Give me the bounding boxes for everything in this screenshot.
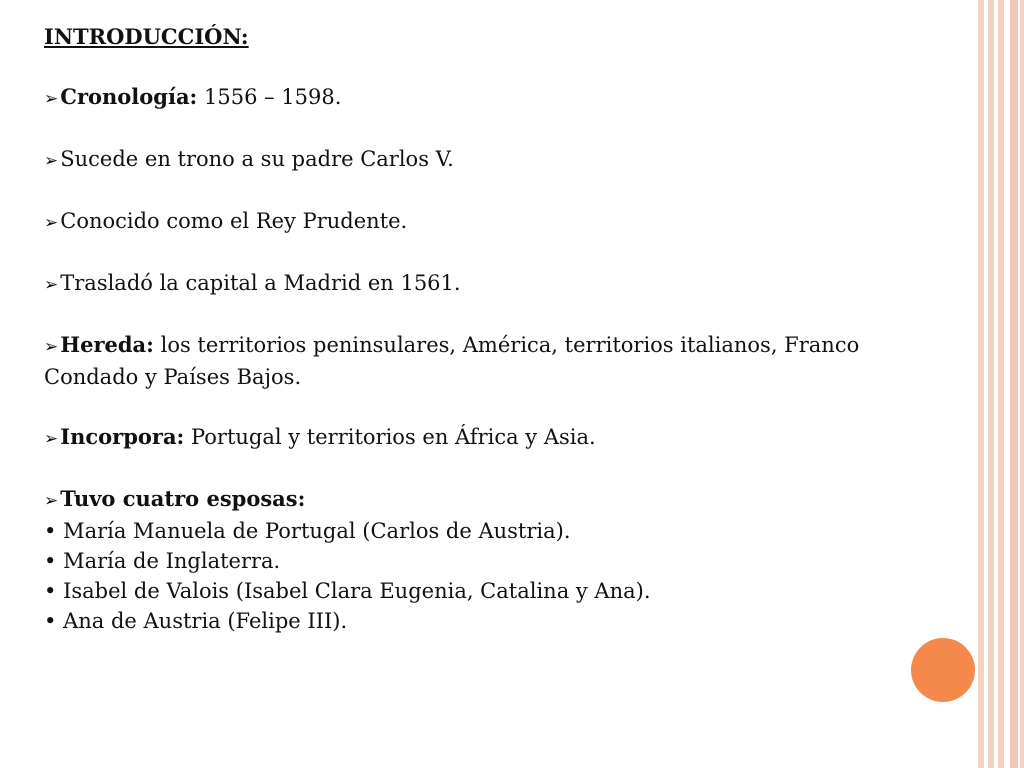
- bullet-text: 1556 – 1598.: [197, 85, 342, 109]
- bullet-item: [44, 422, 944, 454]
- bullet-item: [44, 484, 944, 516]
- wife-name: María Manuela de Portugal (Carlos de Austria).: [63, 519, 571, 543]
- bullet-item: [44, 144, 944, 176]
- decorative-stripe: [1020, 0, 1024, 768]
- wife-name: María de Inglaterra.: [63, 549, 281, 573]
- spacer: [44, 52, 944, 82]
- spacer: [44, 392, 944, 422]
- spacer: [44, 300, 944, 330]
- wife-list-item: [44, 576, 944, 606]
- dot-bullet-icon: •: [44, 609, 57, 633]
- arrow-bullet-icon: ➢: [44, 151, 59, 171]
- slide-content: [44, 22, 944, 636]
- decorative-stripe: [998, 0, 1004, 768]
- bullet-item: [44, 206, 944, 238]
- bullet-label: Tuvo cuatro esposas:: [60, 486, 306, 511]
- bullet-label: Hereda:: [60, 332, 154, 357]
- bullet-text: Trasladó la capital a Madrid en 1561.: [60, 271, 461, 295]
- spacer: [44, 454, 944, 484]
- wife-list-item: [44, 546, 944, 576]
- arrow-bullet-icon: ➢: [44, 491, 59, 511]
- bullet-item: [44, 268, 944, 300]
- bullet-item: [44, 330, 944, 392]
- arrow-bullet-icon: ➢: [44, 429, 59, 449]
- dot-bullet-icon: •: [44, 579, 57, 603]
- arrow-bullet-icon: ➢: [44, 213, 59, 233]
- spacer: [44, 238, 944, 268]
- wife-name: Isabel de Valois (Isabel Clara Eugenia, Catalina y Ana).: [63, 579, 651, 603]
- bullet-text: Sucede en trono a su padre Carlos V.: [60, 147, 454, 171]
- bullet-text: Conocido como el Rey Prudente.: [60, 209, 408, 233]
- bullet-text: Portugal y territorios en África y Asia.: [184, 425, 596, 449]
- bullet-item: [44, 82, 944, 114]
- wife-list-item: [44, 516, 944, 546]
- arrow-bullet-icon: ➢: [44, 337, 59, 357]
- spacer: [44, 176, 944, 206]
- decorative-circle: [911, 638, 975, 702]
- spacer: [44, 114, 944, 144]
- dot-bullet-icon: •: [44, 549, 57, 573]
- bullet-label: Incorpora:: [60, 424, 185, 449]
- decorative-stripe: [978, 0, 984, 768]
- arrow-bullet-icon: ➢: [44, 89, 59, 109]
- arrow-bullet-icon: ➢: [44, 275, 59, 295]
- bullet-text: los territorios peninsulares, América, territorios italianos, Franco Condado y Países Bajos.: [44, 333, 860, 389]
- wife-name: Ana de Austria (Felipe III).: [63, 609, 348, 633]
- bullet-label: Cronología:: [60, 84, 198, 109]
- wife-list-item: [44, 606, 944, 636]
- slide-title: INTRODUCCIÓN:: [44, 24, 249, 49]
- dot-bullet-icon: •: [44, 519, 57, 543]
- decorative-stripe: [988, 0, 994, 768]
- decorative-stripe: [1010, 0, 1018, 768]
